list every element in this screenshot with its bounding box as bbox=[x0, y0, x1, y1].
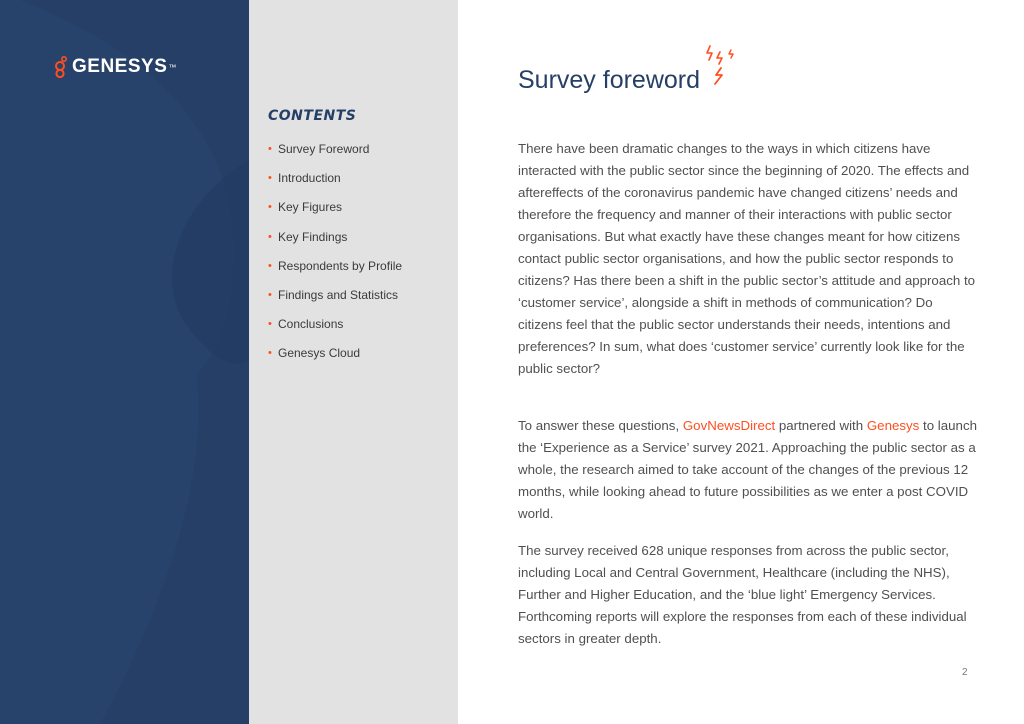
genesys-link[interactable]: Genesys bbox=[866, 418, 920, 433]
left-sidebar-band bbox=[0, 0, 249, 724]
toc-item-label: Key Figures bbox=[278, 200, 343, 215]
genesys-mark-icon bbox=[54, 56, 68, 78]
toc-item-genesys-cloud[interactable] bbox=[268, 346, 402, 375]
paragraph-partnership bbox=[518, 415, 978, 525]
toc-item-key-figures[interactable] bbox=[268, 200, 402, 229]
paragraph-text: to launch the ‘Experience as a Service’ survey 2021. Approaching the public sector as a whole, the research aimed to take account of the changes of the previous 12 months, while looking ahead to future possibilities as we enter a post COVID world. bbox=[518, 418, 977, 521]
toc-item-label: Respondents by Profile bbox=[278, 258, 403, 273]
toc-item-introduction[interactable] bbox=[268, 171, 402, 200]
toc-item-label: Key Findings bbox=[278, 229, 348, 244]
toc-item-respondents-by-profile[interactable] bbox=[268, 259, 402, 288]
toc-item-findings-and-statistics[interactable] bbox=[268, 288, 402, 317]
brand-name: GENESYS bbox=[72, 56, 168, 77]
bullet-icon: • bbox=[268, 347, 272, 360]
paragraph-intro: There have been dramatic changes to the ways in which citizens have interacted with the public sector since the beginning of 2020. The effects and aftereffects of the coronavirus pandemic have changed citizens’ needs and therefore the frequency and manner of their interactions with public sector organisations. But what exactly have these changes meant for how citizens contact public sector organisations, and how the public sector responds to citizens? Has there been a shift in the public sector’s attitude and approach to ‘customer service’, alongside a shift in methods of communication? Do citizens feel that the public sector understands their needs, intentions and preferences? In sum, what does ‘customer service’ currently look like for the public sector? bbox=[518, 141, 976, 376]
govnewsdirect-link[interactable]: GovNewsDirect bbox=[682, 418, 776, 433]
bullet-icon: • bbox=[268, 288, 272, 301]
paragraph-responses: The survey received 628 unique responses from across the public sector, including Local and Central Government, Healthcare (including the NHS), Further and Higher Education, and the ‘blue light’ Emergency Services. Forthcoming reports will explore the responses from each of these individual sectors in greater depth. bbox=[518, 543, 967, 646]
contents-title: CONTENTS bbox=[268, 108, 357, 124]
brand-trademark: ™ bbox=[168, 62, 177, 72]
bullet-icon: • bbox=[268, 201, 272, 214]
toc-item-key-findings[interactable] bbox=[268, 230, 402, 259]
toc-item-label: Introduction bbox=[278, 171, 341, 186]
page-number: 2 bbox=[962, 667, 968, 678]
toc-item-conclusions[interactable] bbox=[268, 317, 402, 346]
contents-panel bbox=[249, 0, 458, 724]
lightning-spark-icon bbox=[706, 44, 740, 86]
contents-list bbox=[268, 142, 402, 376]
toc-item-label: Conclusions bbox=[278, 317, 344, 332]
bullet-icon: • bbox=[268, 259, 272, 272]
toc-item-label: Genesys Cloud bbox=[278, 346, 361, 361]
toc-item-label: Survey Foreword bbox=[278, 142, 370, 156]
genesys-logo bbox=[54, 56, 176, 78]
toc-item-survey-foreword[interactable] bbox=[268, 142, 402, 171]
paragraph-text: partnered with bbox=[775, 418, 867, 433]
bullet-icon: • bbox=[268, 230, 272, 243]
bullet-icon: • bbox=[268, 143, 272, 155]
paragraph-text: To answer these questions, bbox=[518, 418, 683, 433]
toc-item-label: Findings and Statistics bbox=[278, 287, 399, 302]
page-title: Survey foreword bbox=[518, 66, 701, 94]
bullet-icon: • bbox=[268, 318, 272, 331]
background-swirl-graphic bbox=[0, 0, 249, 724]
bullet-icon: • bbox=[268, 172, 272, 185]
